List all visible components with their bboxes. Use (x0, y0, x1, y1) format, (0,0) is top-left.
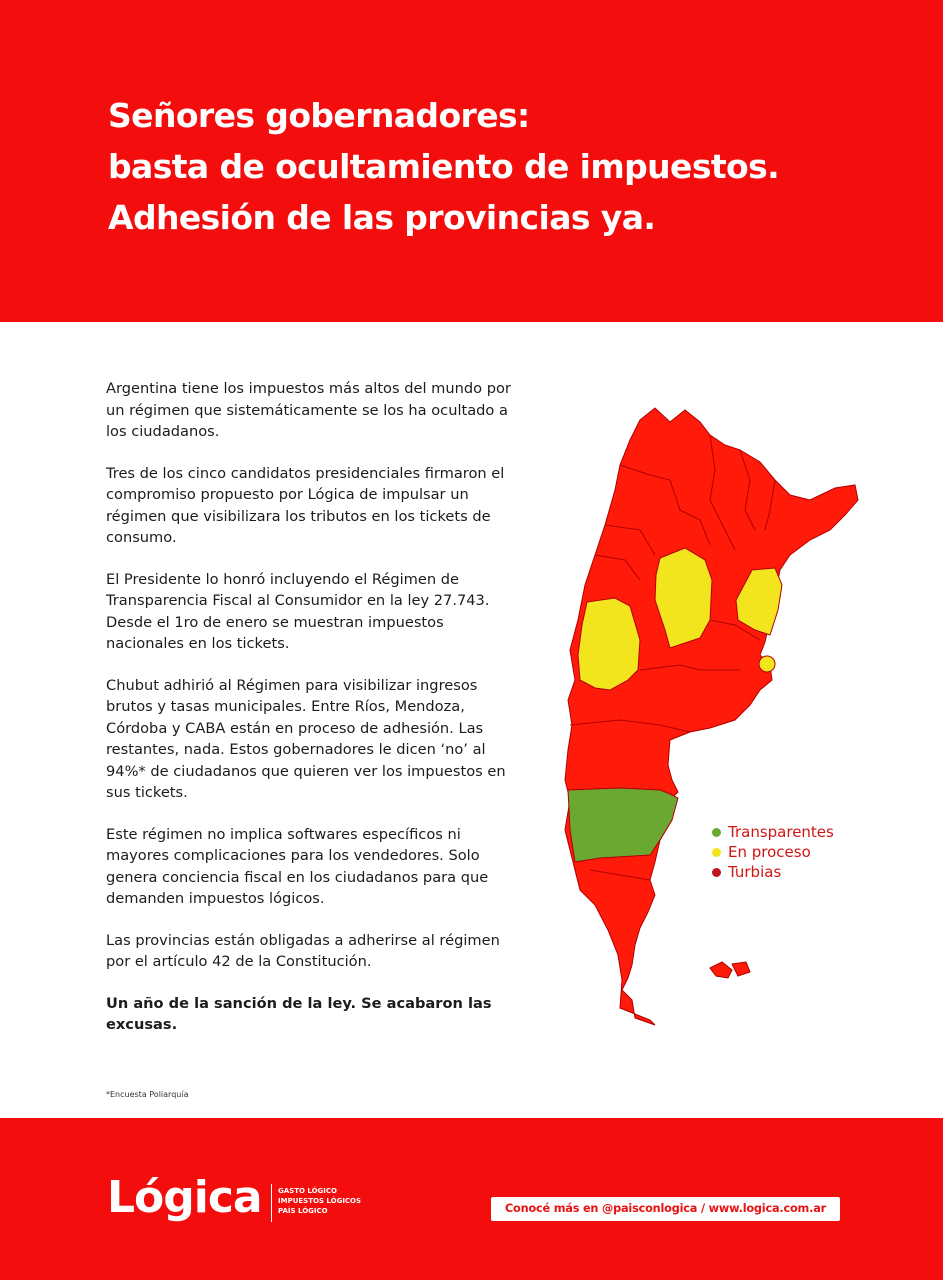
map-islands (710, 962, 732, 978)
map-base-turbias (565, 408, 858, 1025)
argentina-map (560, 380, 860, 1030)
legend-label: Turbias (728, 863, 782, 881)
footnote: *Encuesta Poliarquía (106, 1090, 189, 1099)
footer-banner (0, 1118, 943, 1280)
legend-item-en-proceso (712, 842, 834, 862)
legend-item-turbias (712, 862, 834, 882)
map-caba (759, 656, 775, 672)
paragraph-4: Chubut adhirió al Régimen para visibilizar ingresos brutos y tasas municipales. Entre Ríos, Mendoza, Córdoba y CABA están en proceso de adhesión. Las restantes, nada. Estos gobernadores le dicen ‘no’ al 94%* de ciudadanos que quieren ver los impuestos en sus tickets. (106, 676, 506, 801)
legend-dot-yellow (712, 848, 721, 857)
website-link[interactable]: Conocé más en @paisconlogica / www.logica.com.ar (491, 1197, 840, 1221)
tagline-line-1: GASTO LÓGICO (278, 1187, 337, 1195)
legend-label: En proceso (728, 843, 811, 861)
page-title (108, 90, 908, 243)
legend-label: Transparentes (728, 823, 834, 841)
paragraph-3: El Presidente lo honró incluyendo el Régimen de Transparencia Fiscal al Consumidor en la ley 27.743. Desde el 1ro de enero se muestran impuestos nacionales en los tickets. (106, 570, 490, 652)
map-chubut (568, 788, 678, 862)
paragraph-5: Este régimen no implica softwares específicos ni mayores complicaciones para los vendedores. Solo genera conciencia fiscal en los ciudadanos para que demanden impuestos lógicos. (106, 825, 489, 907)
logica-logo[interactable]: Lógica (107, 1172, 262, 1223)
map-islands-east (732, 962, 750, 976)
legend-item-transparentes (712, 822, 834, 842)
paragraph-2: Tres de los cinco candidatos presidenciales firmaron el compromiso propuesto por Lógica de impulsar un régimen que visibilizara los tributos en los tickets de consumo. (106, 464, 505, 546)
title-line-1: Señores gobernadores: (108, 96, 530, 135)
map-mendoza (578, 598, 640, 690)
legend-dot-green (712, 828, 721, 837)
tagline-line-2: IMPUESTOS LÓGICOS (278, 1197, 362, 1205)
tagline-line-3: PAÍS LÓGICO (278, 1207, 328, 1215)
map-legend (712, 822, 834, 882)
article-body (106, 378, 526, 1056)
title-line-2: basta de ocultamiento de impuestos. (108, 147, 780, 186)
logo-tagline (278, 1186, 361, 1216)
paragraph-6: Las provincias están obligadas a adherirse al régimen por el artículo 42 de la Constitución. (106, 931, 500, 970)
header-banner (0, 0, 943, 322)
title-line-3: Adhesión de las provincias ya. (108, 198, 656, 237)
closing-statement: Un año de la sanción de la ley. Se acabaron las excusas. (106, 994, 492, 1033)
logo-divider (271, 1184, 272, 1222)
paragraph-1: Argentina tiene los impuestos más altos del mundo por un régimen que sistemáticamente se los ha ocultado a los ciudadanos. (106, 380, 511, 440)
legend-dot-red (712, 868, 721, 877)
